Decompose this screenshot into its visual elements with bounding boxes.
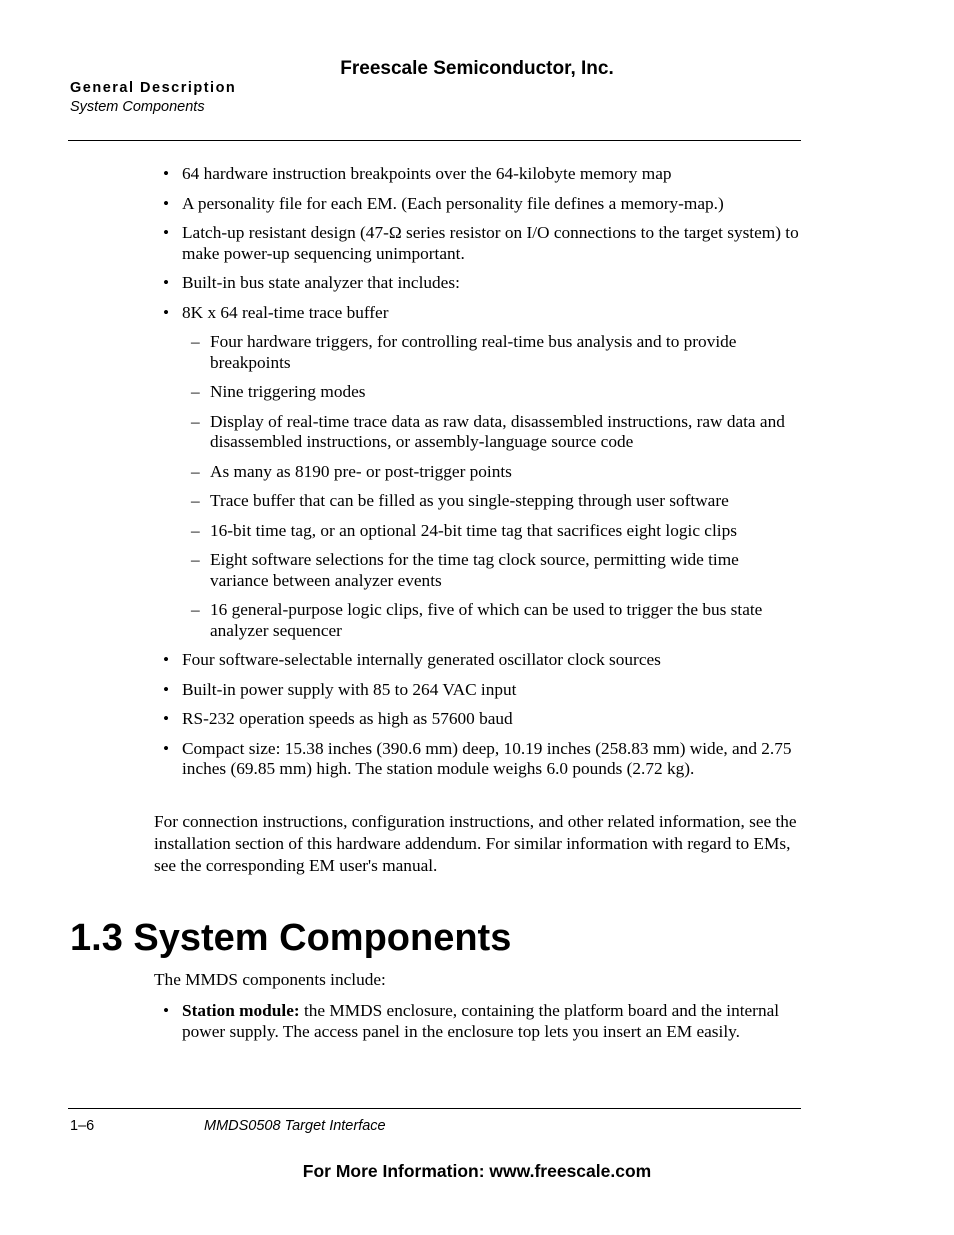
sub-list-item (160, 462, 800, 483)
list-item (160, 223, 800, 264)
list-item-text: As many as 8190 pre- or post-trigger points (210, 461, 512, 481)
bullet-marker: • (163, 273, 170, 292)
list-item (160, 303, 800, 324)
list-item-text: Eight software selections for the time tag clock source, permitting wide time variance between analyzer events (210, 550, 739, 590)
component-label: Station module: (182, 1001, 300, 1020)
list-item-text: 64 hardware instruction breakpoints over the 64-kilobyte memory map (182, 164, 672, 183)
bullet-marker: • (163, 164, 170, 183)
running-header-section: General Description (70, 80, 237, 96)
sub-list-item (160, 521, 800, 542)
bullet-marker: • (163, 650, 170, 669)
document-title: MMDS0508 Target Interface (204, 1118, 386, 1134)
sub-list-item (160, 550, 800, 591)
dash-marker: – (191, 461, 200, 481)
list-item (160, 164, 800, 185)
component-description: the MMDS enclosure, containing the platform board and the internal power supply. The access panel in the enclosure top lets you insert an EM easily. (182, 1001, 780, 1041)
list-item-text: 16 general-purpose logic clips, five of which can be used to trigger the bus state analyzer sequencer (210, 600, 763, 640)
list-item (160, 650, 800, 671)
footer-rule (68, 1108, 801, 1109)
sub-list-item (160, 600, 800, 641)
header-rule (68, 140, 801, 141)
list-item-text: Latch-up resistant design (47-Ω series resistor on I/O connections to the target system) to make power-up sequencing unimportant. (182, 223, 799, 263)
running-header-subsection: System Components (70, 99, 205, 115)
list-item-text: Four software-selectable internally generated oscillator clock sources (182, 650, 661, 669)
list-item (160, 680, 800, 701)
sub-list-item (160, 382, 800, 403)
bullet-marker: • (163, 709, 170, 728)
bullet-marker: • (163, 193, 170, 213)
dash-marker: – (191, 600, 200, 619)
dash-marker: – (191, 550, 200, 569)
list-item (160, 709, 800, 730)
dash-marker: – (191, 520, 200, 540)
sub-list-item (160, 332, 800, 373)
page-number: 1–6 (70, 1118, 95, 1134)
list-item-text: A personality file for each EM. (Each personality file defines a memory-map.) (182, 193, 724, 213)
list-item-text: Built-in bus state analyzer that includes: (182, 273, 460, 292)
list-item-text: 16-bit time tag, or an optional 24-bit time tag that sacrifices eight logic clips (210, 520, 737, 540)
list-item-text: Built-in power supply with 85 to 264 VAC input (182, 679, 517, 699)
list-item-text: Compact size: 15.38 inches (390.6 mm) deep, 10.19 inches (258.83 mm) wide, and 2.75 inches (69.85 mm) high. The station module weighs 6.0 pounds (2.72 kg). (182, 738, 792, 778)
sub-list-item (160, 491, 800, 512)
bullet-marker: • (163, 223, 170, 242)
components-intro: The MMDS components include: (154, 970, 386, 989)
component-list (160, 1001, 800, 1051)
bullet-marker: • (163, 679, 170, 699)
list-item-text: RS-232 operation speeds as high as 57600 baud (182, 709, 513, 728)
sub-list-item (160, 412, 800, 453)
bullet-marker: • (163, 738, 170, 758)
dash-marker: – (191, 491, 200, 510)
list-item (160, 273, 800, 294)
body-paragraph: For connection instructions, configuration instructions, and other related information, see the installation section of this hardware addendum. For similar information with regard to EMs, see the corresponding EM user's manual. (154, 812, 797, 875)
bullet-marker: • (163, 1001, 170, 1020)
bullet-marker: • (163, 302, 170, 322)
list-item-text: Trace buffer that can be filled as you single-stepping through user software (210, 491, 729, 510)
list-item-text: Nine triggering modes (210, 382, 366, 401)
list-item (160, 1001, 800, 1042)
company-name: Freescale Semiconductor, Inc. (340, 58, 614, 79)
more-info-line: For More Information: www.freescale.com (302, 1161, 652, 1181)
dash-marker: – (191, 332, 200, 351)
list-item-text: Four hardware triggers, for controlling real-time bus analysis and to provide breakpoints (210, 332, 737, 372)
section-heading: 1.3 System Components (70, 917, 512, 959)
dash-marker: – (191, 382, 200, 401)
list-item (160, 739, 800, 780)
list-item-text: 8K x 64 real-time trace buffer (182, 302, 389, 322)
feature-list (160, 164, 800, 789)
list-item-text: Display of real-time trace data as raw data, disassembled instructions, raw data and disassembled instructions, or assembly-language source code (210, 411, 785, 451)
dash-marker: – (191, 411, 200, 431)
list-item (160, 194, 800, 215)
